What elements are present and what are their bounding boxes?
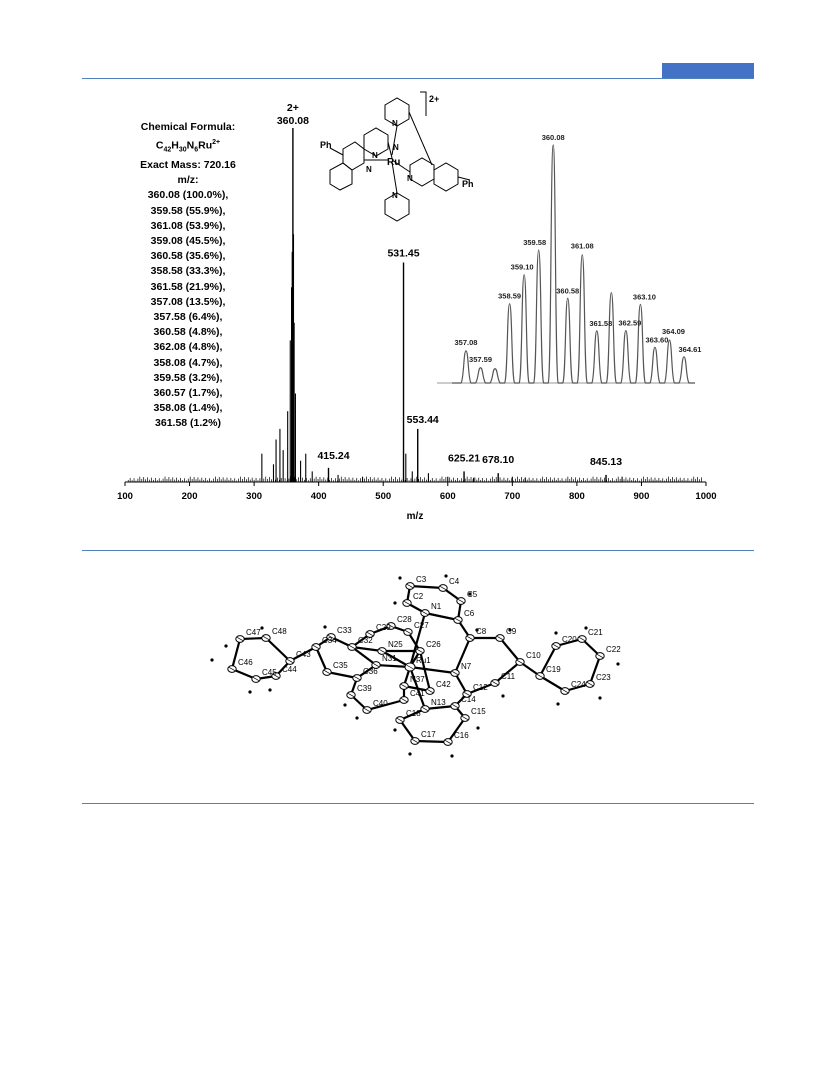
mz-list-item: 362.08 (4.8%), bbox=[153, 341, 223, 354]
x-axis-title: m/z bbox=[406, 511, 424, 522]
bond bbox=[500, 638, 520, 662]
bond bbox=[316, 647, 327, 672]
atom-label: N1 bbox=[431, 602, 442, 611]
mz-list-item: 357.58 (6.4%), bbox=[153, 311, 223, 324]
n-label-2: N bbox=[372, 151, 378, 160]
mz-list-item: 359.58 (3.2%), bbox=[153, 371, 223, 384]
atom-label: N31 bbox=[382, 654, 397, 663]
exact-mass: Exact Mass: 720.16 bbox=[140, 159, 236, 171]
hydrogen-atom bbox=[476, 726, 479, 729]
main-spectrum-peaks bbox=[128, 128, 701, 482]
inset-peak-label: 362.59 bbox=[618, 318, 642, 328]
hydrogen-atom bbox=[343, 703, 346, 706]
inset-peak-label: 363.10 bbox=[632, 292, 656, 302]
atom-label: C41 bbox=[410, 689, 425, 698]
n-label-4: N bbox=[407, 174, 413, 183]
atom-label: N13 bbox=[431, 698, 446, 707]
bond bbox=[266, 638, 290, 661]
ring-right-outer bbox=[434, 163, 458, 191]
mz-title: m/z: bbox=[177, 174, 199, 187]
mz-list-item: 358.08 (1.4%), bbox=[153, 402, 223, 415]
inset-peak-label: 363.60 bbox=[645, 335, 669, 345]
inset-peak-label: 357.08 bbox=[454, 337, 478, 347]
mz-list-item: 358.08 (4.7%), bbox=[153, 356, 223, 369]
phenyl-label-left: Ph bbox=[320, 140, 332, 150]
atom-label: C4 bbox=[449, 577, 460, 586]
atom-label: C46 bbox=[238, 658, 253, 667]
formula-title: Chemical Formula: bbox=[140, 121, 236, 133]
atom-label: C15 bbox=[471, 707, 486, 716]
atom-label: C24 bbox=[571, 680, 586, 689]
atom-label: C27 bbox=[414, 621, 429, 630]
hydrogen-atom bbox=[554, 631, 557, 634]
x-tick-label: 500 bbox=[375, 491, 392, 502]
atom-label: C32 bbox=[358, 636, 373, 645]
hydrogen-atom bbox=[408, 752, 411, 755]
charge-bracket bbox=[420, 92, 426, 116]
inset-peak-label: 364.09 bbox=[661, 327, 685, 337]
mz-list-item: 360.57 (1.7%), bbox=[153, 387, 223, 400]
x-tick-label: 800 bbox=[568, 491, 585, 502]
mz-list-item: 359.08 (45.5%), bbox=[150, 235, 226, 248]
atom-label: C11 bbox=[501, 672, 516, 681]
atom-label: C40 bbox=[373, 699, 388, 708]
mz-list-item: 361.58 (21.9%), bbox=[150, 280, 226, 293]
atom-label: C48 bbox=[272, 627, 287, 636]
mz-list-item: 360.58 (4.8%), bbox=[153, 326, 223, 339]
mz-list-item: 358.58 (33.3%), bbox=[150, 265, 226, 278]
inset-peak-label: 360.08 bbox=[541, 133, 565, 142]
complex-charge: 2+ bbox=[429, 94, 440, 104]
inset-isotope-trace bbox=[452, 145, 695, 383]
x-tick-label: 100 bbox=[117, 491, 133, 502]
ring-left-bottom bbox=[330, 163, 352, 190]
atom-label: C42 bbox=[436, 680, 451, 689]
atom-label: C43 bbox=[296, 650, 311, 659]
atom-label: C5 bbox=[467, 590, 478, 599]
mz-list-item: 357.08 (13.5%), bbox=[150, 295, 226, 308]
atom-label: N37 bbox=[410, 675, 425, 684]
main-spectrum-labels bbox=[277, 102, 622, 468]
formula-text: $C_{42}H_{30}N_6Ru^{2+}$ bbox=[155, 139, 221, 154]
atom-label: C19 bbox=[546, 665, 561, 674]
atom-label: C35 bbox=[333, 661, 348, 670]
inset-peak-label: 359.10 bbox=[510, 262, 534, 272]
bond bbox=[415, 741, 448, 742]
mz-list-item: 359.58 (55.9%), bbox=[150, 204, 226, 217]
atom-label: C26 bbox=[426, 640, 441, 649]
atom-label: N7 bbox=[461, 662, 472, 671]
atom-label: C29 bbox=[376, 623, 391, 632]
mz-list-item: 361.58 (1.2%) bbox=[155, 417, 221, 430]
bond bbox=[425, 613, 458, 620]
atom-label: C2 bbox=[413, 592, 424, 601]
peak-label: 415.24 bbox=[317, 449, 350, 462]
inset-peak-label: 361.58 bbox=[589, 318, 613, 328]
atom-label: C47 bbox=[246, 628, 261, 637]
x-tick-label: 600 bbox=[439, 491, 456, 502]
phenyl-label-right: Ph bbox=[462, 179, 474, 189]
atom-label: C20 bbox=[562, 635, 577, 644]
atom-label: Ru1 bbox=[416, 656, 431, 665]
hydrogen-atom bbox=[260, 626, 263, 629]
atom-label: C16 bbox=[454, 731, 469, 740]
formula-charge: 2+ bbox=[212, 139, 221, 147]
hydrogen-atom bbox=[224, 644, 227, 647]
hydrogen-atom bbox=[210, 658, 213, 661]
atom-label: C21 bbox=[588, 628, 603, 637]
hydrogen-atom bbox=[501, 694, 504, 697]
peak-label: 553.44 bbox=[406, 413, 439, 426]
atom-label: C45 bbox=[262, 668, 277, 677]
crystal-atom-labels bbox=[238, 575, 621, 740]
atom-label: C23 bbox=[596, 673, 611, 682]
atom-label: C10 bbox=[526, 651, 541, 660]
n-label-5: N bbox=[392, 191, 398, 200]
atom-label: C18 bbox=[406, 709, 421, 718]
hydrogen-atom bbox=[268, 688, 271, 691]
x-tick-label: 1000 bbox=[695, 491, 717, 502]
x-tick-label: 200 bbox=[181, 491, 198, 502]
peak-label: 360.08 bbox=[276, 115, 309, 127]
atom-label: C3 bbox=[416, 575, 427, 584]
hydrogen-atom bbox=[248, 690, 251, 693]
inset-peak-label: 360.58 bbox=[556, 286, 580, 296]
peak-label: 625.21 bbox=[447, 452, 481, 465]
atom-label: C17 bbox=[421, 730, 436, 739]
atom-label: C36 bbox=[363, 667, 378, 676]
atom-label: C22 bbox=[606, 645, 621, 654]
peak-label: 845.13 bbox=[589, 455, 623, 468]
peak-label: 678.10 bbox=[482, 454, 515, 467]
x-tick-label: 400 bbox=[310, 491, 327, 502]
hydrogen-atom bbox=[393, 601, 396, 604]
atom-label: C34 bbox=[322, 636, 337, 645]
hydrogen-atom bbox=[556, 702, 559, 705]
hydrogen-atom bbox=[444, 574, 447, 577]
inset-peak-label: 357.59 bbox=[469, 354, 493, 364]
isotope-inset bbox=[437, 133, 701, 383]
hydrogen-atom bbox=[598, 696, 601, 699]
inset-peak-label: 361.08 bbox=[570, 241, 594, 251]
mz-list-item: 361.08 (53.9%), bbox=[150, 219, 226, 232]
atom-label: C39 bbox=[357, 684, 372, 693]
metal-label: Ru bbox=[387, 157, 401, 168]
hydrogen-atom bbox=[616, 662, 619, 665]
inset-peak-label: 359.58 bbox=[523, 237, 547, 247]
atom-label: C9 bbox=[506, 627, 517, 636]
x-tick-label: 900 bbox=[633, 491, 650, 502]
hydrogen-atom bbox=[450, 754, 453, 757]
atom-label: C12 bbox=[473, 683, 488, 692]
mz-list-item: 360.58 (35.6%), bbox=[150, 250, 226, 263]
n-label-1: N bbox=[392, 119, 398, 128]
hydrogen-atom bbox=[393, 728, 396, 731]
x-tick-label: 300 bbox=[246, 491, 263, 502]
x-tick-label: 700 bbox=[504, 491, 521, 502]
bond bbox=[410, 586, 443, 588]
hydrogen-atom bbox=[355, 716, 358, 719]
atom-label: C14 bbox=[461, 695, 476, 704]
n-label-6: N bbox=[393, 143, 399, 152]
main-spectrum-axis bbox=[117, 482, 717, 522]
atom-label: C33 bbox=[337, 626, 352, 635]
inset-peak-label: 358.59 bbox=[498, 291, 522, 301]
atom-label: C28 bbox=[397, 615, 412, 624]
atom-label: N25 bbox=[388, 640, 403, 649]
mz-list-item: 360.08 (100.0%), bbox=[147, 189, 229, 202]
hydrogen-atom bbox=[398, 576, 401, 579]
atom-label: C44 bbox=[282, 665, 297, 674]
hydrogen-atom bbox=[323, 625, 326, 628]
bond bbox=[410, 667, 455, 673]
atom-label: C8 bbox=[476, 627, 487, 636]
peak-label: 531.45 bbox=[387, 247, 420, 260]
peak-charge-label: 2+ bbox=[286, 102, 299, 114]
inset-peak-label: 364.61 bbox=[678, 344, 702, 354]
atom-label: C6 bbox=[464, 609, 475, 618]
n-label-3: N bbox=[366, 165, 372, 174]
